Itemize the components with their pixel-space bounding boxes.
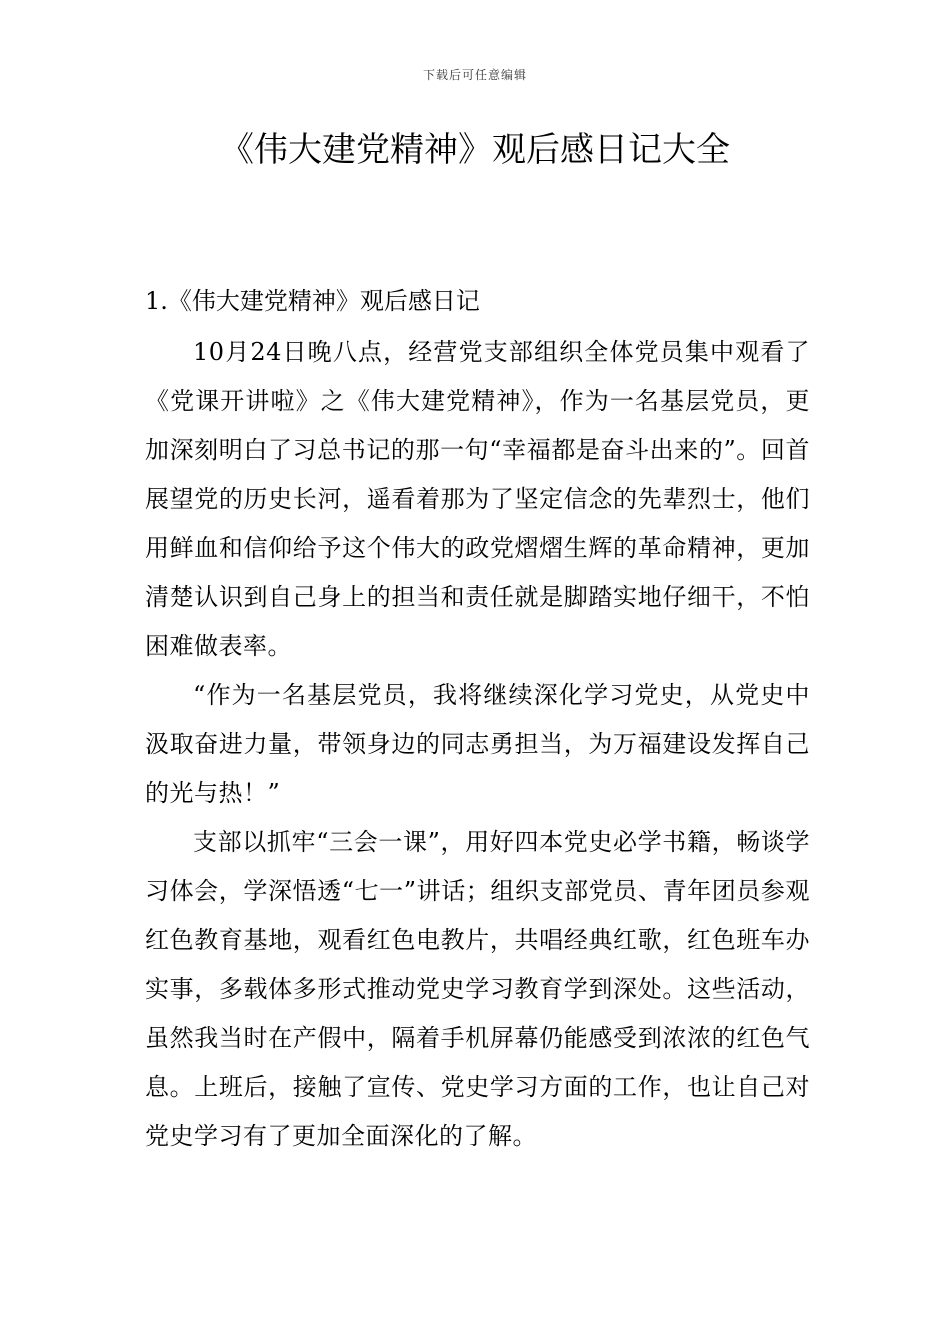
paragraph: 支部以抓牢“三会一课”，用好四本党史必学书籍，畅谈学习体会，学深悟透“七一”讲话；组织支部党员、青年团员参观红色教育基地，观看红色电教片，共唱经典红歌，红色班车办实事，多载体多形式推动党史学习教育学到深处。这些活动，虽然我当时在产假中，隔着手机屏幕仍能感受到浓浓的红色气息。上班后，接触了宣传、党史学习方面的工作，也让自己对党史学习有了更加全面深化的了解。 <box>145 828 810 1150</box>
document-title: 《伟大建党精神》观后感日记大全 <box>220 130 730 170</box>
paragraph: 10月24日晚八点，经营党支部组织全体党员集中观看了《党课开讲啦》之《伟大建党精神》，作为一名基层党员，更加深刻明白了习总书记的那一句“幸福都是奋斗出来的”。回首展望党的历史长河，遥看着那为了坚定信念的先辈烈士，他们用鲜血和信仰给予这个伟大的政党熠熠生辉的革命精神，更加清楚认识到自己身上的担当和责任就是脚踏实地仔细干，不怕困难做表率。 <box>145 338 810 660</box>
document-body <box>145 278 810 1161</box>
header-note: 下载后可任意编辑 <box>422 68 527 82</box>
paragraph: “作为一名基层党员，我将继续深化学习党史，从党史中汲取奋进力量，带领身边的同志勇担当，为万福建设发挥自己的光与热！” <box>145 681 810 807</box>
section-heading: 1.《伟大建党精神》观后感日记 <box>145 287 480 315</box>
